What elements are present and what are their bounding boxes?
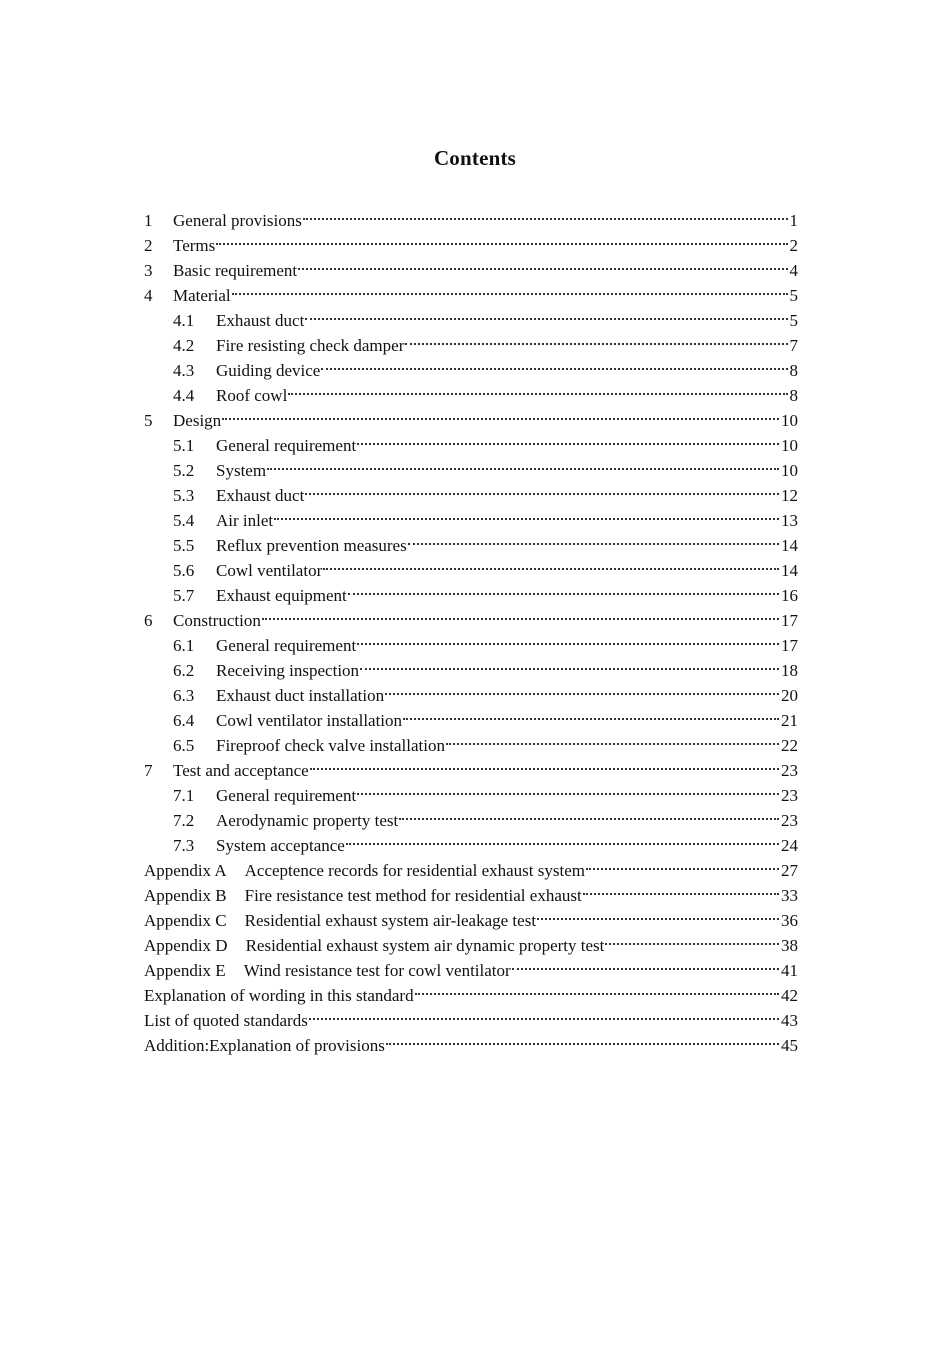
toc-entry-title: Fireproof check valve installation bbox=[216, 736, 445, 755]
toc-entry-title: General requirement bbox=[216, 786, 357, 805]
toc-entry-number: 6 bbox=[144, 611, 153, 630]
dot-leader bbox=[288, 393, 787, 395]
dot-leader bbox=[386, 1043, 779, 1045]
toc-entry-page-number: 43 bbox=[781, 1011, 798, 1030]
dot-leader bbox=[321, 368, 787, 370]
toc-entry-title: Terms bbox=[173, 236, 216, 255]
toc-entry-title: Design bbox=[173, 411, 222, 430]
toc-entry[interactable] bbox=[144, 983, 798, 1008]
dot-leader bbox=[305, 493, 779, 495]
toc-entry-number: 4.3 bbox=[173, 361, 195, 380]
page-title: Contents bbox=[433, 146, 517, 170]
toc-entry-title: Exhaust duct bbox=[216, 311, 305, 330]
dot-leader bbox=[537, 918, 779, 920]
toc-entry[interactable] bbox=[144, 333, 798, 358]
toc-entry-page-number: 22 bbox=[781, 736, 798, 755]
toc-entry-title: Fire resisting check damper bbox=[216, 336, 405, 355]
toc-entry[interactable] bbox=[144, 458, 798, 483]
dot-leader bbox=[512, 968, 779, 970]
toc-entry-page-number: 5 bbox=[789, 311, 798, 330]
toc-entry[interactable] bbox=[144, 1033, 798, 1058]
toc-entry-page-number: 10 bbox=[781, 411, 798, 430]
toc-entry[interactable] bbox=[144, 258, 798, 283]
dot-leader bbox=[303, 218, 788, 220]
toc-entry-page-number: 7 bbox=[789, 336, 798, 355]
dot-leader bbox=[310, 768, 779, 770]
dot-leader bbox=[405, 343, 787, 345]
toc-entry-page-number: 1 bbox=[789, 211, 798, 230]
toc-entry-title: General requirement bbox=[216, 436, 357, 455]
dot-leader bbox=[346, 843, 779, 845]
toc-entry-number: 3 bbox=[144, 261, 153, 280]
toc-entry-page-number: 23 bbox=[781, 761, 798, 780]
toc-entry-page-number: 38 bbox=[781, 936, 798, 955]
toc-entry-title: List of quoted standards bbox=[144, 1011, 308, 1030]
toc-entry[interactable] bbox=[144, 408, 798, 433]
toc-entry-page-number: 24 bbox=[781, 836, 798, 855]
toc-entry-title: Residential exhaust system air-leakage test bbox=[244, 911, 537, 930]
toc-entry-page-number: 10 bbox=[781, 461, 798, 480]
toc-entry-number: 6.2 bbox=[173, 661, 195, 680]
toc-entry-number: 5.3 bbox=[173, 486, 195, 505]
toc-entry-title: Residential exhaust system air dynamic property test bbox=[245, 936, 605, 955]
toc-entry[interactable] bbox=[144, 608, 798, 633]
toc-entry-title: Exhaust equipment bbox=[216, 586, 347, 605]
toc-entry-title: Acceptence records for residential exhaust system bbox=[244, 861, 585, 880]
dot-leader bbox=[216, 243, 787, 245]
toc-entry-number: 5.5 bbox=[173, 536, 195, 555]
toc-entry-page-number: 13 bbox=[781, 511, 798, 530]
dot-leader bbox=[583, 893, 779, 895]
toc-entry[interactable] bbox=[144, 708, 798, 733]
toc-entry-title: Addition:Explanation of provisions bbox=[144, 1036, 385, 1055]
toc-entry[interactable] bbox=[144, 583, 798, 608]
toc-entry-page-number: 27 bbox=[781, 861, 798, 880]
toc-entry-title: Test and acceptance bbox=[173, 761, 309, 780]
toc-entry[interactable] bbox=[144, 958, 798, 983]
toc-entry[interactable] bbox=[144, 758, 798, 783]
dot-leader bbox=[408, 543, 779, 545]
toc-entry-number: 5.7 bbox=[173, 586, 195, 605]
dot-leader bbox=[348, 593, 779, 595]
toc-entry[interactable] bbox=[144, 833, 798, 858]
toc-entry-title: Exhaust duct bbox=[216, 486, 305, 505]
dot-leader bbox=[305, 318, 787, 320]
toc-entry[interactable] bbox=[144, 883, 798, 908]
dot-leader bbox=[357, 793, 779, 795]
toc-entry[interactable] bbox=[144, 658, 798, 683]
toc-entry-page-number: 14 bbox=[781, 536, 798, 555]
toc-entry-title: Fire resistance test method for residential exhaust bbox=[244, 886, 582, 905]
toc-entry-page-number: 8 bbox=[789, 361, 798, 380]
toc-entry-page-number: 2 bbox=[789, 236, 798, 255]
toc-entry-page-number: 23 bbox=[781, 811, 798, 830]
dot-leader bbox=[357, 443, 779, 445]
dot-leader bbox=[309, 1018, 779, 1020]
toc-entry-number: 5.1 bbox=[173, 436, 195, 455]
toc-entry-number: 6.4 bbox=[173, 711, 195, 730]
toc-entry-number: 5.2 bbox=[173, 461, 195, 480]
toc-entry[interactable] bbox=[144, 508, 798, 533]
toc-entry[interactable] bbox=[144, 558, 798, 583]
toc-entry-page-number: 4 bbox=[789, 261, 798, 280]
toc-entry[interactable] bbox=[144, 308, 798, 333]
toc-entry[interactable] bbox=[144, 433, 798, 458]
toc-entry-page-number: 16 bbox=[781, 586, 798, 605]
dot-leader bbox=[274, 518, 779, 520]
dot-leader bbox=[415, 993, 779, 995]
toc-entry-number: 6.3 bbox=[173, 686, 195, 705]
dot-leader bbox=[267, 468, 779, 470]
toc-entry[interactable] bbox=[144, 633, 798, 658]
toc-entry-number: Appendix C bbox=[144, 911, 227, 930]
toc-entry-page-number: 41 bbox=[781, 961, 798, 980]
toc-entry[interactable] bbox=[144, 683, 798, 708]
toc-entry-number: Appendix A bbox=[144, 861, 227, 880]
toc-entry-title: Guiding device bbox=[216, 361, 321, 380]
toc-entry-number: 5.4 bbox=[173, 511, 195, 530]
toc-entry-page-number: 5 bbox=[789, 286, 798, 305]
toc-entry-number: 4.1 bbox=[173, 311, 195, 330]
toc-entry-title: System bbox=[216, 461, 267, 480]
toc-entry-title: Exhaust duct installation bbox=[216, 686, 385, 705]
toc-entry-page-number: 20 bbox=[781, 686, 798, 705]
toc-entry-number: Appendix D bbox=[144, 936, 228, 955]
toc-entry-page-number: 33 bbox=[781, 886, 798, 905]
toc-entry-number: Appendix B bbox=[144, 886, 227, 905]
dot-leader bbox=[232, 293, 788, 295]
toc-entry-number: 7.2 bbox=[173, 811, 195, 830]
toc-entry-title: Cowl ventilator installation bbox=[216, 711, 403, 730]
toc-entry-number: 4 bbox=[144, 286, 153, 305]
toc-entry-page-number: 45 bbox=[781, 1036, 798, 1055]
toc-entry-title: Construction bbox=[173, 611, 261, 630]
toc-entry[interactable] bbox=[144, 808, 798, 833]
toc-entry-number: 6.5 bbox=[173, 736, 195, 755]
toc-entry-title: Aerodynamic property test bbox=[216, 811, 399, 830]
toc-entry-title: Receiving inspection bbox=[216, 661, 360, 680]
toc-entry[interactable] bbox=[144, 908, 798, 933]
toc-entry[interactable] bbox=[144, 783, 798, 808]
toc-entry-page-number: 36 bbox=[781, 911, 798, 930]
dot-leader bbox=[605, 943, 779, 945]
toc-entry-title: System acceptance bbox=[216, 836, 345, 855]
toc-entry-number: 2 bbox=[144, 236, 153, 255]
toc-entry-page-number: 17 bbox=[781, 636, 798, 655]
toc-entry[interactable] bbox=[144, 483, 798, 508]
toc-entry-title: Basic requirement bbox=[173, 261, 298, 280]
toc-entry-title: Cowl ventilator bbox=[216, 561, 323, 580]
toc-entry[interactable] bbox=[144, 233, 798, 258]
toc-entry[interactable] bbox=[144, 283, 798, 308]
toc-entry-page-number: 18 bbox=[781, 661, 798, 680]
toc-entry-title: Reflux prevention measures bbox=[216, 536, 407, 555]
toc-entry-page-number: 17 bbox=[781, 611, 798, 630]
toc-entry-number: 4.4 bbox=[173, 386, 195, 405]
toc-entry[interactable] bbox=[144, 733, 798, 758]
toc-entry-page-number: 42 bbox=[781, 986, 798, 1005]
dot-leader bbox=[446, 743, 779, 745]
toc-entry-page-number: 8 bbox=[789, 386, 798, 405]
dot-leader bbox=[399, 818, 779, 820]
toc-entry-number: 7 bbox=[144, 761, 153, 780]
toc-entry-number: Appendix E bbox=[144, 961, 226, 980]
toc-entry-page-number: 12 bbox=[781, 486, 798, 505]
toc-entry-number: 4.2 bbox=[173, 336, 195, 355]
dot-leader bbox=[385, 693, 779, 695]
toc-entry-title: General provisions bbox=[173, 211, 302, 230]
toc-entry-number: 5 bbox=[144, 411, 153, 430]
toc-entry-number: 1 bbox=[144, 211, 153, 230]
toc-entry[interactable] bbox=[144, 208, 798, 233]
dot-leader bbox=[262, 618, 779, 620]
toc-entry-title: Wind resistance test for cowl ventilator bbox=[243, 961, 511, 980]
toc-entry-page-number: 21 bbox=[781, 711, 798, 730]
toc-entry[interactable] bbox=[144, 383, 798, 408]
toc-entry-title: Explanation of wording in this standard bbox=[144, 986, 414, 1005]
toc-entry-page-number: 10 bbox=[781, 436, 798, 455]
toc-entry-title: Air inlet bbox=[216, 511, 274, 530]
toc-entry[interactable] bbox=[144, 358, 798, 383]
toc-entry-title: Material bbox=[173, 286, 231, 305]
toc-entry[interactable] bbox=[144, 858, 798, 883]
toc-entry[interactable] bbox=[144, 1008, 798, 1033]
toc-entry-page-number: 14 bbox=[781, 561, 798, 580]
toc-entry-page-number: 23 bbox=[781, 786, 798, 805]
dot-leader bbox=[357, 643, 779, 645]
dot-leader bbox=[222, 418, 779, 420]
toc-entry-number: 7.1 bbox=[173, 786, 195, 805]
toc-entry-number: 6.1 bbox=[173, 636, 195, 655]
dot-leader bbox=[403, 718, 779, 720]
dot-leader bbox=[323, 568, 779, 570]
dot-leader bbox=[298, 268, 787, 270]
toc-entry[interactable] bbox=[144, 933, 798, 958]
toc-entry-title: General requirement bbox=[216, 636, 357, 655]
dot-leader bbox=[360, 668, 779, 670]
toc-entry-title: Roof cowl bbox=[216, 386, 288, 405]
table-of-contents bbox=[144, 208, 798, 1058]
toc-entry[interactable] bbox=[144, 533, 798, 558]
toc-entry-number: 7.3 bbox=[173, 836, 195, 855]
toc-entry-number: 5.6 bbox=[173, 561, 195, 580]
dot-leader bbox=[586, 868, 779, 870]
